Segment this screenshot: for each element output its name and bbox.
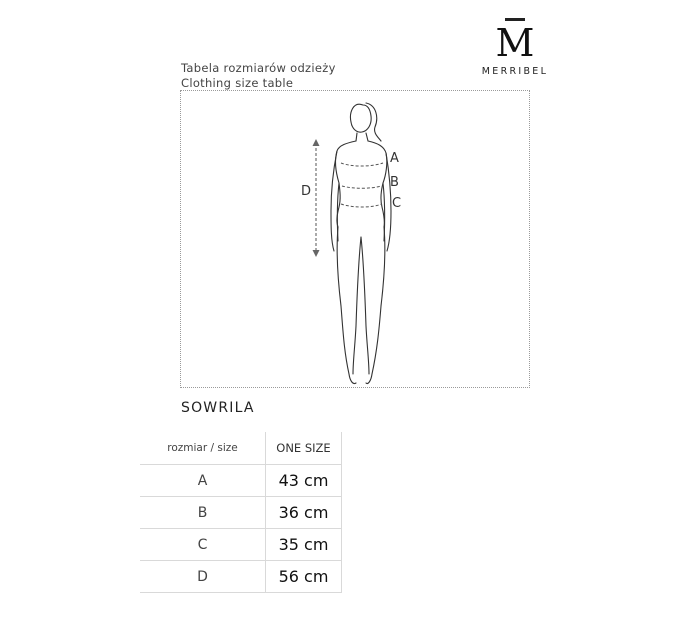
row-label: D [140,561,266,593]
measure-label-d: D [301,184,312,199]
size-table-header-row [140,432,342,465]
row-value: 35 cm [266,529,342,561]
measure-label-a: A [390,151,399,166]
table-row [140,497,342,529]
brand-name: MERRIBEL [481,66,549,77]
table-row [140,529,342,561]
row-label: B [140,497,266,529]
size-header-value: ONE SIZE [266,432,342,465]
measure-label-c: C [392,196,402,211]
row-value: 36 cm [266,497,342,529]
title-english: Clothing size table [181,76,294,90]
size-table [140,432,342,593]
logo-letter: M [495,21,535,65]
row-label: C [140,529,266,561]
figure-frame [180,90,530,388]
brand-logo [470,18,560,77]
size-header-label: rozmiar / size [140,432,266,465]
title-polish: Tabela rozmiarów odzieży [181,61,336,75]
table-row [140,465,342,497]
row-label: A [140,465,266,497]
row-value: 56 cm [266,561,342,593]
measure-label-b: B [390,175,399,190]
body-figure-illustration [181,91,531,389]
product-name: SOWRILA [181,400,255,416]
table-row [140,561,342,593]
row-value: 43 cm [266,465,342,497]
